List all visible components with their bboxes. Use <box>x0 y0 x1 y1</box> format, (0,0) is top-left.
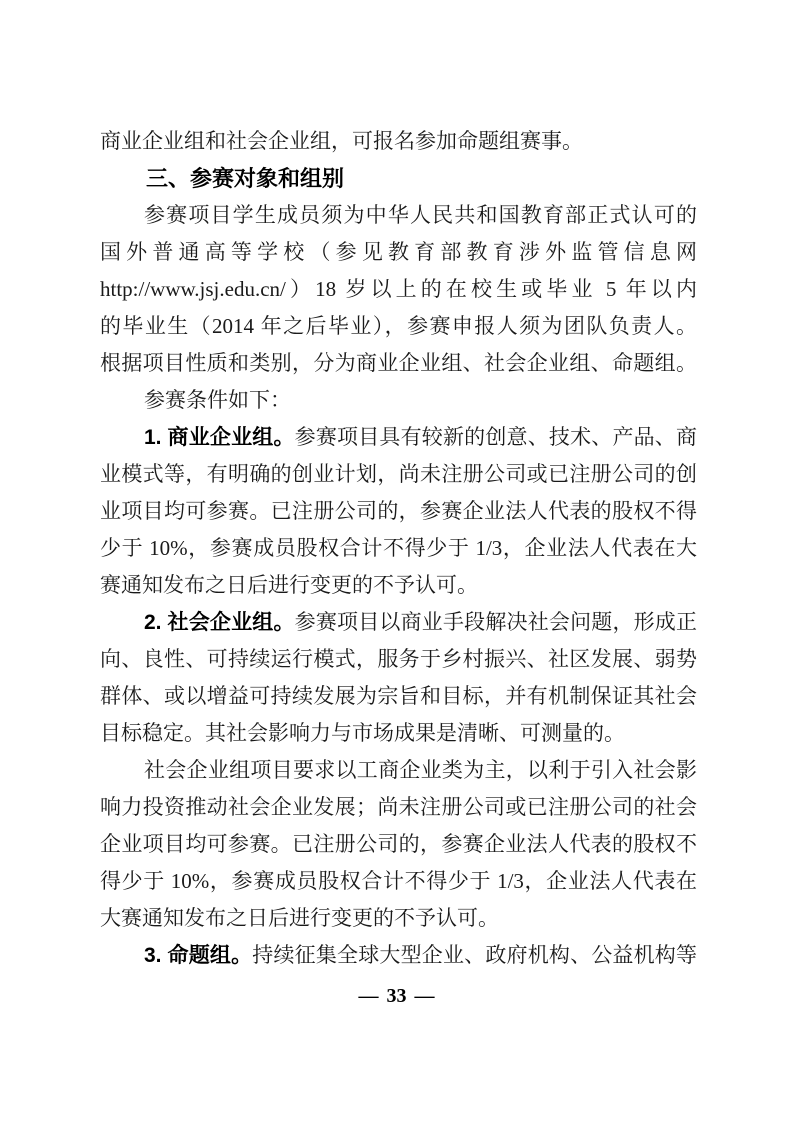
bold-lead-text: 3. 命题组。 <box>144 944 253 967</box>
text-line <box>100 493 697 530</box>
body-text: 参赛项目以商业手段解决社会问题，形成正 <box>294 610 697 634</box>
text-line <box>100 123 697 160</box>
text-line <box>100 308 697 345</box>
body-text: 社会企业组项目要求以工商企业类为主，以利于引入社会影 <box>144 758 697 782</box>
text-line <box>100 937 697 974</box>
footer-dash-right: — <box>414 985 435 1007</box>
bold-lead-text: 2. 社会企业组。 <box>144 611 295 634</box>
text-line <box>100 641 697 678</box>
body-text: 得少于 10%，参赛成员股权合计不得少于 1/3，企业法人代表在 <box>100 869 697 893</box>
body-text: 大赛通知发布之日后进行变更的不予认可。 <box>100 906 499 930</box>
text-line <box>100 271 697 308</box>
text-line <box>100 567 697 604</box>
text-line <box>100 752 697 789</box>
body-text: 持续征集全球大型企业、政府机构、公益机构等 <box>252 943 697 967</box>
body-text: 的毕业生（2014 年之后毕业），参赛申报人须为团队负责人。 <box>100 314 697 338</box>
section-heading <box>100 160 697 197</box>
text-line <box>100 826 697 863</box>
text-line <box>100 678 697 715</box>
body-text: 少于 10%，参赛成员股权合计不得少于 1/3，企业法人代表在大 <box>100 536 697 560</box>
text-line <box>100 419 697 456</box>
text-line <box>100 863 697 900</box>
body-text: 向、良性、可持续运行模式，服务于乡村振兴、社区发展、弱势 <box>100 647 697 671</box>
text-line <box>100 234 697 271</box>
text-line <box>100 197 697 234</box>
body-text: 参赛条件如下： <box>144 388 291 412</box>
body-text: http://www.jsj.edu.cn/）18 岁以上的在校生或毕业 5 年以内 <box>100 277 697 301</box>
body-text: 目标稳定。其社会影响力与市场成果是清晰、可测量的。 <box>100 721 625 745</box>
bold-lead-text: 三、参赛对象和组别 <box>146 166 345 191</box>
body-text: 赛通知发布之日后进行变更的不予认可。 <box>100 573 478 597</box>
page-footer <box>0 981 793 1011</box>
text-line <box>100 604 697 641</box>
text-line <box>100 345 697 382</box>
text-line <box>100 382 697 419</box>
body-text: 商业企业组和社会企业组，可报名参加命题组赛事。 <box>100 129 583 153</box>
bold-lead-text: 1. 商业企业组。 <box>144 426 295 449</box>
body-text: 群体、或以增益可持续发展为宗旨和目标，并有机制保证其社会 <box>100 684 697 708</box>
body-text: 参赛项目学生成员须为中华人民共和国教育部正式认可的 <box>144 203 697 227</box>
body-text: 根据项目性质和类别，分为商业企业组、社会企业组、命题组。 <box>100 351 697 375</box>
body-text: 企业项目均可参赛。已注册公司的，参赛企业法人代表的股权不 <box>100 832 697 856</box>
text-line <box>100 715 697 752</box>
text-line <box>100 900 697 937</box>
body-text: 参赛项目具有较新的创意、技术、产品、商 <box>294 425 697 449</box>
document-body <box>100 123 697 974</box>
body-text: 响力投资推动社会企业发展；尚未注册公司或已注册公司的社会 <box>100 795 697 819</box>
page-number: 33 <box>386 985 407 1007</box>
text-line <box>100 789 697 826</box>
body-text: 业模式等，有明确的创业计划，尚未注册公司或已注册公司的创 <box>100 462 697 486</box>
body-text: 国外普通高等学校（参见教育部教育涉外监管信息网 <box>100 240 697 264</box>
footer-dash-left: — <box>358 985 379 1007</box>
text-line <box>100 530 697 567</box>
body-text: 业项目均可参赛。已注册公司的，参赛企业法人代表的股权不得 <box>100 499 697 523</box>
text-line <box>100 456 697 493</box>
